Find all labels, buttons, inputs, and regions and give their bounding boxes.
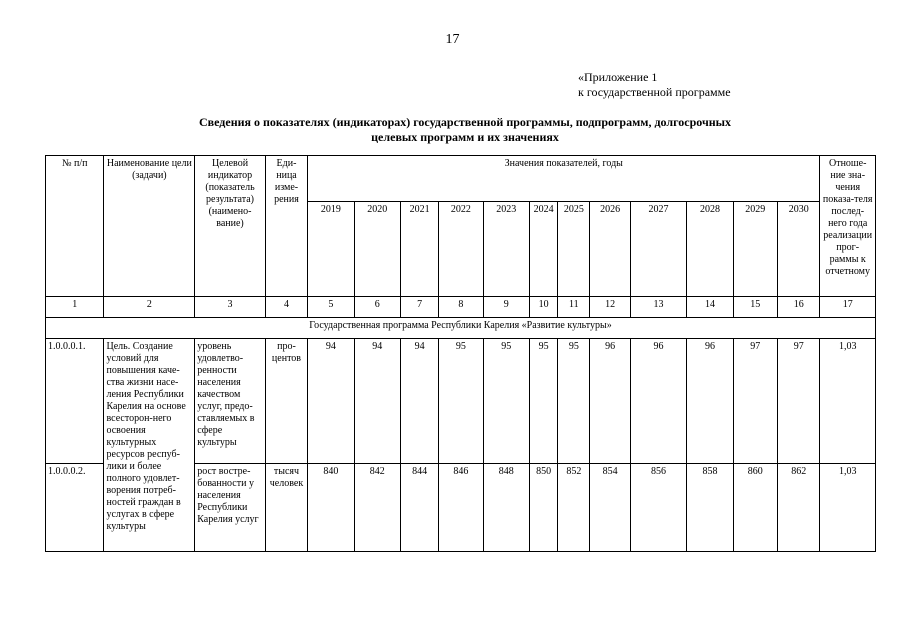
value-cell: 860 <box>733 464 777 552</box>
year-header: 2023 <box>483 202 529 297</box>
column-number: 2 <box>104 297 195 318</box>
value-cell: 854 <box>590 464 630 552</box>
indicators-table <box>45 155 876 552</box>
year-header: 2025 <box>558 202 590 297</box>
table-row <box>46 339 876 464</box>
value-cell: 858 <box>687 464 733 552</box>
appendix-note <box>578 70 731 100</box>
unit: тысяч человек <box>265 464 307 552</box>
document-title <box>100 115 830 145</box>
year-header: 2021 <box>400 202 438 297</box>
value-cell: 846 <box>439 464 483 552</box>
value-cell: 94 <box>400 339 438 464</box>
title-line-2: целевых программ и их значениях <box>371 130 559 144</box>
column-number: 14 <box>687 297 733 318</box>
year-header: 2028 <box>687 202 733 297</box>
column-numbers-row <box>46 297 876 318</box>
ratio-cell: 1,03 <box>820 464 876 552</box>
row-number: 1.0.0.0.2. <box>46 464 104 552</box>
title-line-1: Сведения о показателях (индикаторах) государственной программы, подпрограмм, долгосрочных <box>198 115 731 129</box>
unit: про-центов <box>265 339 307 464</box>
value-cell: 96 <box>590 339 630 464</box>
ratio-cell: 1,03 <box>820 339 876 464</box>
value-cell: 842 <box>354 464 400 552</box>
value-cell: 850 <box>529 464 557 552</box>
value-cell: 848 <box>483 464 529 552</box>
column-number: 1 <box>46 297 104 318</box>
section-row <box>46 318 876 339</box>
column-number: 7 <box>400 297 438 318</box>
appendix-line-2: к государственной программе <box>578 85 731 99</box>
value-cell: 95 <box>558 339 590 464</box>
year-header: 2027 <box>630 202 686 297</box>
page-number: 17 <box>445 32 460 47</box>
value-cell: 856 <box>630 464 686 552</box>
year-header: 2022 <box>439 202 483 297</box>
section-title: Государственная программа Республики Карелия «Развитие культуры» <box>46 318 876 339</box>
header-indicator: Целевой индикатор (показатель результата) (наимено-вание) <box>195 156 266 297</box>
header-values-group: Значения показателей, годы <box>308 156 820 202</box>
value-cell: 844 <box>400 464 438 552</box>
column-number: 12 <box>590 297 630 318</box>
value-cell: 95 <box>439 339 483 464</box>
column-number: 10 <box>529 297 557 318</box>
column-number: 11 <box>558 297 590 318</box>
year-header: 2026 <box>590 202 630 297</box>
indicator-name: рост востре-бованности у населения Республики Карелия услуг <box>195 464 266 552</box>
value-cell: 862 <box>777 464 819 552</box>
column-number: 4 <box>265 297 307 318</box>
column-number: 5 <box>308 297 354 318</box>
value-cell: 94 <box>354 339 400 464</box>
column-number: 6 <box>354 297 400 318</box>
appendix-line-1: «Приложение 1 <box>578 70 658 84</box>
value-cell: 95 <box>483 339 529 464</box>
value-cell: 97 <box>733 339 777 464</box>
goal-text: Цель. Создание условий для повышения каче-ства жизни насе-ления Республики Карелия на основе всесторон-него освоения культурных ресурсов респуб-лики и более полного удовлет-ворения потреб-ностей граждан в услугах в сфере культуры <box>104 339 195 552</box>
column-number: 8 <box>439 297 483 318</box>
value-cell: 840 <box>308 464 354 552</box>
column-number: 15 <box>733 297 777 318</box>
header-ratio: Отноше-ние зна-чения показа-теля послед-него года реализации прог-раммы к отчетному <box>820 156 876 297</box>
value-cell: 96 <box>630 339 686 464</box>
value-cell: 852 <box>558 464 590 552</box>
header-unit: Еди-ница изме-рения <box>265 156 307 297</box>
header-num: № п/п <box>46 156 104 297</box>
column-number: 16 <box>777 297 819 318</box>
column-number: 13 <box>630 297 686 318</box>
value-cell: 96 <box>687 339 733 464</box>
year-header: 2030 <box>777 202 819 297</box>
year-header: 2019 <box>308 202 354 297</box>
column-number: 9 <box>483 297 529 318</box>
value-cell: 95 <box>529 339 557 464</box>
year-header: 2020 <box>354 202 400 297</box>
year-header: 2024 <box>529 202 557 297</box>
year-header: 2029 <box>733 202 777 297</box>
header-row <box>46 156 876 202</box>
column-number: 17 <box>820 297 876 318</box>
value-cell: 94 <box>308 339 354 464</box>
header-goal: Наименование цели (задачи) <box>104 156 195 297</box>
value-cell: 97 <box>777 339 819 464</box>
row-number: 1.0.0.0.1. <box>46 339 104 464</box>
indicator-name: уровень удовлетво-ренности населения качеством услуг, предо-ставляемых в сфере культуры <box>195 339 266 464</box>
column-number: 3 <box>195 297 266 318</box>
